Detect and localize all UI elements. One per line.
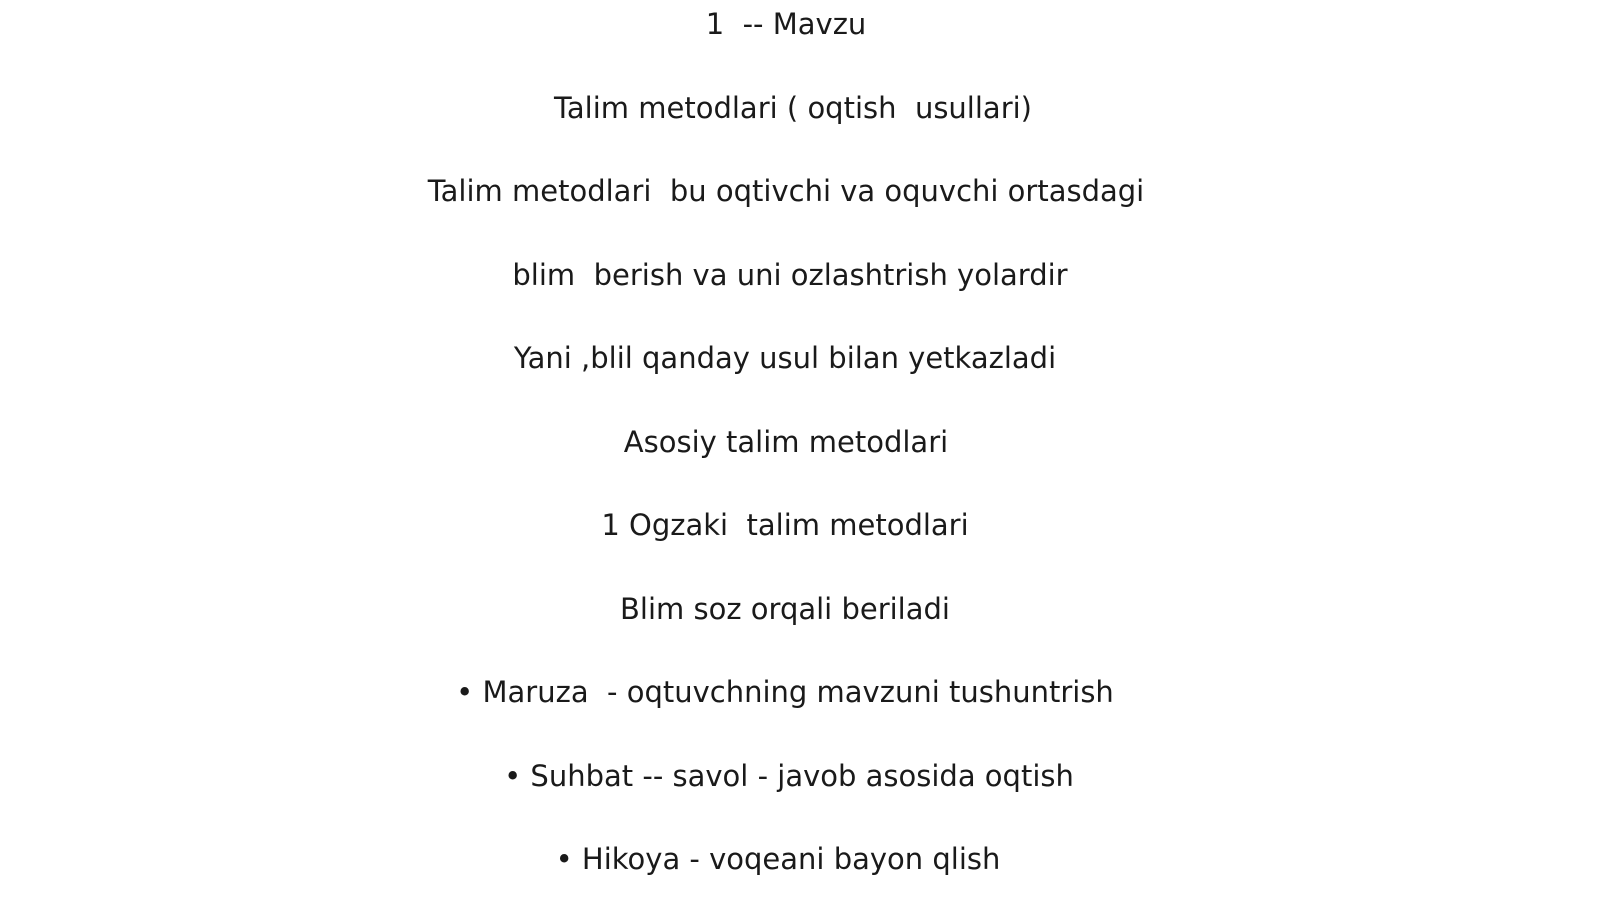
list-item-hikoya: • Hikoya - voqeani bayon qlish <box>555 842 1001 876</box>
definition-line-2: blim berish va uni ozlashtrish yolardir <box>512 258 1068 292</box>
definition-line-1: Talim metodlari bu oqtivchi va oquvchi ortasdagi <box>427 174 1145 208</box>
subheading-oral-methods: 1 Ogzaki talim metodlari <box>601 508 969 542</box>
subheading-main-methods: Asosiy talim metodlari <box>623 425 949 459</box>
oral-methods-description: Blim soz orqali beriladi <box>620 592 950 626</box>
topic-heading: 1 -- Mavzu <box>705 7 867 41</box>
list-item-suhbat: • Suhbat -- savol - javob asosida oqtish <box>504 759 1074 793</box>
definition-line-3: Yani ,blil qanday usul bilan yetkazladi <box>513 341 1057 375</box>
list-item-maruza: • Maruza - oqtuvchning mavzuni tushuntrish <box>456 675 1114 709</box>
section-title: Talim metodlari ( oqtish usullari) <box>554 91 1032 125</box>
